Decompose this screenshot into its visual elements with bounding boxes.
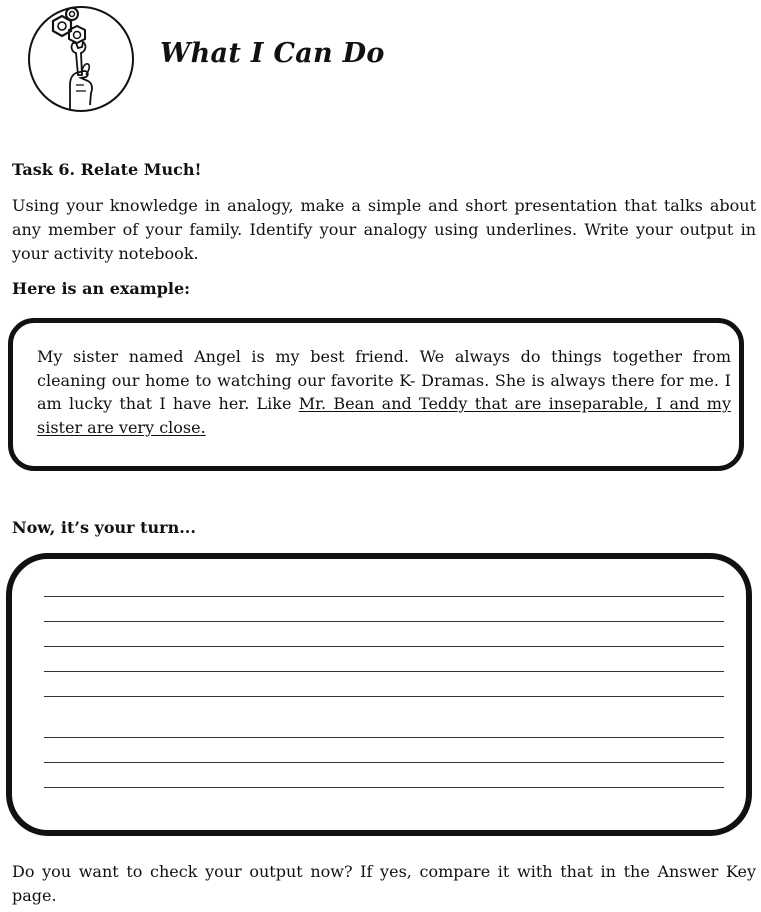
task-title: Task 6. Relate Much!	[12, 160, 202, 179]
writing-line	[44, 737, 724, 738]
answer-box	[6, 553, 752, 836]
writing-line	[44, 671, 724, 672]
example-analogy-underlined: Mr. Bean and Teddy that are inseparable, I and my sister are very close.	[37, 394, 731, 437]
closing-question: Do you want to check your output now? If yes, compare it with that in the Answer Key page.	[12, 862, 756, 905]
your-turn-label: Now, it’s your turn...	[12, 518, 196, 537]
writing-line	[44, 646, 724, 647]
writing-line	[44, 762, 724, 763]
writing-line	[44, 596, 724, 597]
task-instructions: Using your knowledge in analogy, make a simple and short presentation that talks about any member of your family. Identify your analogy using underlines. Write your output in your activity notebook.	[12, 196, 756, 263]
writing-line	[44, 621, 724, 622]
section-title: What I Can Do	[160, 38, 385, 69]
example-box	[8, 318, 744, 471]
example-label: Here is an example:	[12, 279, 191, 298]
writing-line	[44, 696, 724, 697]
example-text-plain: My sister named Angel is my best friend. We always do things together from cleaning our home to watching our favorite K- Dramas. She is always there for me. I am lucky that I have her. Like	[37, 347, 731, 413]
hand-holding-wrench-icon	[26, 5, 136, 113]
writing-line	[44, 787, 724, 788]
example-text	[37, 345, 731, 439]
